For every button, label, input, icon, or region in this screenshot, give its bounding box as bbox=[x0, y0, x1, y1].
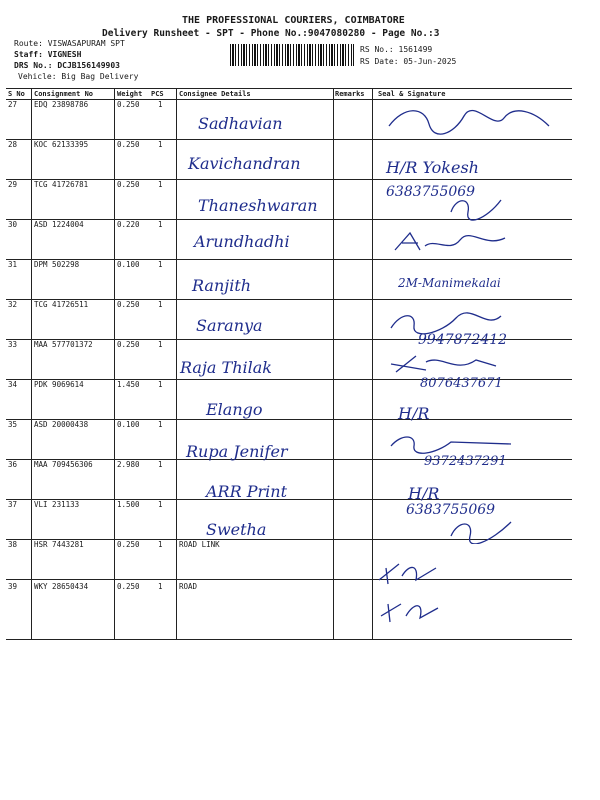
signature-mark bbox=[376, 596, 446, 626]
col-consignment: Consignment No bbox=[34, 90, 94, 98]
rs-number: RS No.: 1561499 bbox=[360, 45, 433, 54]
staff-label: Staff: VIGNESH bbox=[14, 50, 82, 59]
route-label: Route: VISWASAPURAM SPT bbox=[14, 39, 125, 48]
col-sno: S No bbox=[8, 90, 25, 98]
signature-mark bbox=[386, 310, 506, 336]
signature-mark bbox=[446, 192, 506, 222]
runsheet-table: S No Consignment No Weight PCS Consignee Details Remarks Seal & Signature 27 EDQ 23898786 0.250 1 Sadhavian 28 KOC 62133395 0.250 1 Kavichandran H/R Yokesh 29 TCG 41726781 0.250 1 Thaneshwaran 6383755069 30 ASD 1224004 0.220 1 Arundhadhi 31 DPM 502298 0.100 1 Ranjith 2M-Manimekalai 32 TCG 41726511 0.250 1 Saranya 9947872412 33 MAA 577701372 0.250 1 Raja Thilak 8076437671 34 PDK 9069614 1.450 1 Elango H/R 35 ASD 20000438 0.100 1 Rupa Jenifer 9372437291 36 MAA 709456306 2.980 1 ARR Print H/R 37 VLI 231133 1.500 1 Swetha 6383755069 38 HSR 7443281 0.250 1 ROAD LINK 39 WKY 28650434 0.250 1 ROAD bbox=[6, 88, 572, 640]
signature-mark bbox=[386, 352, 506, 378]
barcode bbox=[230, 44, 354, 66]
signature-mark bbox=[386, 432, 516, 456]
signature-mark bbox=[390, 228, 510, 258]
signature-mark bbox=[374, 558, 444, 588]
drs-label: DRS No.: DCJB156149903 bbox=[14, 61, 120, 70]
vehicle-label: Vehicle: Big Bag Delivery bbox=[18, 72, 139, 81]
col-consignee: Consignee Details bbox=[179, 90, 251, 98]
col-remarks: Remarks bbox=[335, 90, 365, 98]
col-pcs: PCS bbox=[151, 90, 164, 98]
signature-mark bbox=[384, 106, 554, 138]
col-seal: Seal & Signature bbox=[378, 90, 446, 98]
rs-date: RS Date: 05-Jun-2025 bbox=[360, 57, 457, 66]
company-title: THE PROFESSIONAL COURIERS, COIMBATORE bbox=[182, 15, 405, 26]
col-weight: Weight bbox=[117, 90, 143, 98]
runsheet-title: Delivery Runsheet - SPT - Phone No.:9047080280 - Page No.:3 bbox=[102, 28, 440, 39]
signature-mark bbox=[446, 516, 516, 544]
